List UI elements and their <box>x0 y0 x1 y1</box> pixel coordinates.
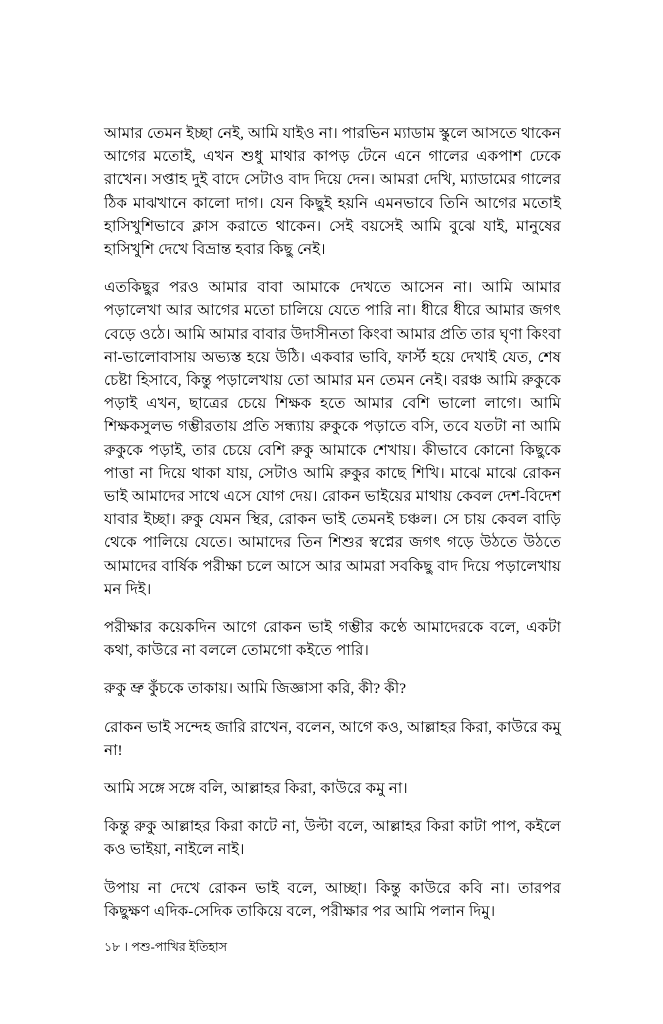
paragraph: আমার তেমন ইচ্ছা নেই, আমি যাইও না। পারভিন ম্যাডাম স্কুলে আসতে থাকেন আগের মতোই, এখন শুধু মাথার কাপড় টেনে এনে গালের একপাশ ঢেকে রাখেন। সপ্তাহ দুই বাদে সেটাও বাদ দিয়ে দেন। আমরা দেখি, ম্যাডামের গালের ঠিক মাঝখানে কালো দাগ। যেন কিছুই হয়নি এমনভাবে তিনি আগের মতোই হাসিখুশিভাবে ক্লাস করাতে থাকেন। সেই বয়সেই আমি বুঝে যাই, মানুষের হাসিখুশি দেখে বিভ্রান্ত হবার কিছু নেই। <box>104 125 561 259</box>
paragraph: পরীক্ষার কয়েকদিন আগে রোকন ভাই গম্ভীর কণ্ঠে আমাদেরকে বলে, একটা কথা, কাউরে না বললে তোমগো কইতে পারি। <box>104 619 561 660</box>
paragraph: উপায় না দেখে রোকন ভাই বলে, আচ্ছা। কিন্তু কাউরে কবি না। তারপর কিছুক্ষণ এদিক-সেদিক তাকিয়ে বলে, পরীক্ষার পর আমি পলান দিমু। <box>104 879 561 920</box>
paragraph: রোকন ভাই সন্দেহ জারি রাখেন, বলেন, আগে কও, আল্লাহর কিরা, কাউরে কমু না! <box>104 718 561 759</box>
page-footer: ১৮ । পশু-পাখির ইতিহাস <box>104 940 228 954</box>
paragraph: এতকিছুর পরও আমার বাবা আমাকে দেখতে আসেন না। আমি আমার পড়ালেখা আর আগের মতো চালিয়ে যেতে পারি না। ধীরে ধীরে আমার জগৎ বেড়ে ওঠে। আমি আমার বাবার উদাসীনতা কিংবা আমার প্রতি তার ঘৃণা কিংবা না-ভালোবাসায় অভ্যস্ত হয়ে উঠি। একবার ভাবি, ফার্স্ট হয়ে দেখাই যেত, শেষ চেষ্টা হিসাবে, কিন্তু পড়ালেখায় তো আমার মন তেমন নেই। বরঞ্চ আমি রুকুকে পড়াই এখন, ছাত্রের চেয়ে শিক্ষক হতে আমার বেশি ভালো লাগে। আমি শিক্ষকসুলভ গম্ভীরতায় প্রতি সন্ধ্যায় রুকুকে পড়াতে বসি, তবে যতটা না আমি রুকুকে পড়াই, তার চেয়ে বেশি রুকু আমাকে শেখায়। কীভাবে কোনো কিছুকে পাত্তা না দিয়ে থাকা যায়, সেটাও আমি রুকুর কাছে শিখি। মাঝে মাঝে রোকন ভাই আমাদের সাথে এসে যোগ দেয়। রোকন ভাইয়ের মাথায় কেবল দেশ-বিদেশ যাবার ইচ্ছা। রুকু যেমন স্থির, রোকন ভাই তেমনই চঞ্চল। সে চায় কেবল বাড়ি থেকে পালিয়ে যেতে। আমাদের তিন শিশুর স্বপ্নের জগৎ গড়ে উঠতে উঠতে আমাদের বার্ষিক পরীক্ষা চলে আসে আর আমরা সবকিছু বাদ দিয়ে পড়ালেখায় মন দিই। <box>104 279 561 598</box>
paragraph: আমি সঙ্গে সঙ্গে বলি, আল্লাহর কিরা, কাউরে কমু না। <box>104 780 408 798</box>
body-text-block <box>104 122 561 938</box>
paragraph: কিন্তু রুকু আল্লাহর কিরা কাটে না, উল্টা বলে, আল্লাহর কিরা কাটা পাপ, কইলে কও ভাইয়া, নাইলে নাই। <box>104 818 561 859</box>
paragraph: রুকু ভ্রু কুঁচকে তাকায়। আমি জিজ্ঞাসা করি, কী? কী? <box>104 680 406 698</box>
